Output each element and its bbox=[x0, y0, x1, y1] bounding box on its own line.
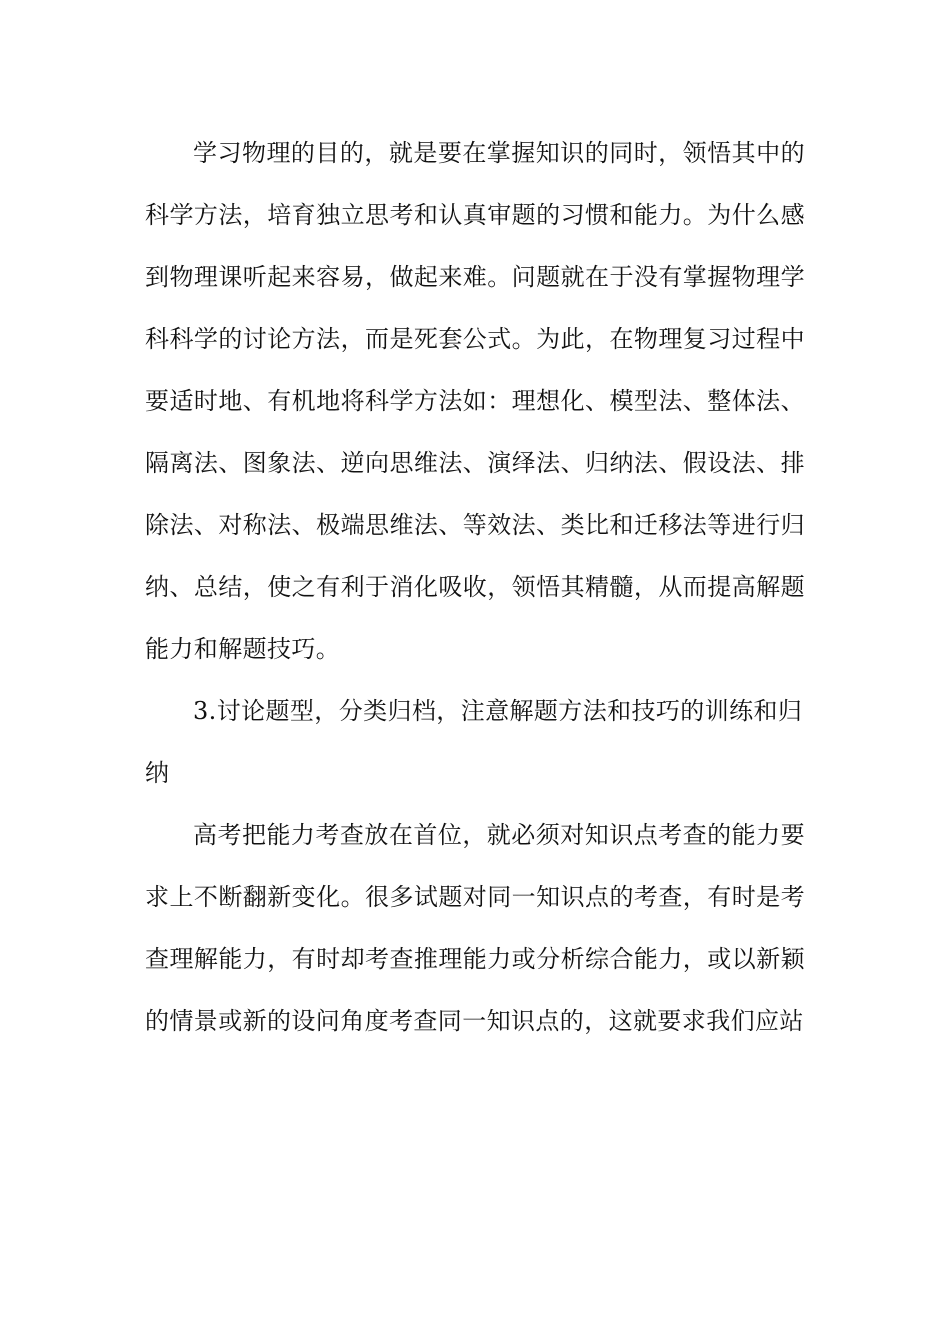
document-body bbox=[145, 122, 805, 1052]
paragraph-ability-assessment: 高考把能力考查放在首位，就必须对知识点考查的能力要求上不断翻新变化。很多试题对同一知识点的考查，有时是考查理解能力，有时却考查推理能力或分析综合能力，或以新颖的情景或新的设问角度考查同一知识点的，这就要求我们应站 bbox=[145, 821, 805, 1035]
paragraph-scientific-methods: 学习物理的目的，就是要在掌握知识的同时，领悟其中的科学方法，培育独立思考和认真审题的习惯和能力。为什么感到物理课听起来容易，做起来难。问题就在于没有掌握物理学科科学的讨论方法，而是死套公式。为此，在物理复习过程中要适时地、有机地将科学方法如：理想化、模型法、整体法、隔离法、图象法、逆向思维法、演绎法、归纳法、假设法、排除法、对称法、极端思维法、等效法、类比和迁移法等进行归纳、总结，使之有利于消化吸收，领悟其精髓，从而提高解题能力和解题技巧。 bbox=[145, 139, 805, 663]
section-heading-3: 3.讨论题型，分类归档，注意解题方法和技巧的训练和归纳 bbox=[145, 697, 803, 787]
